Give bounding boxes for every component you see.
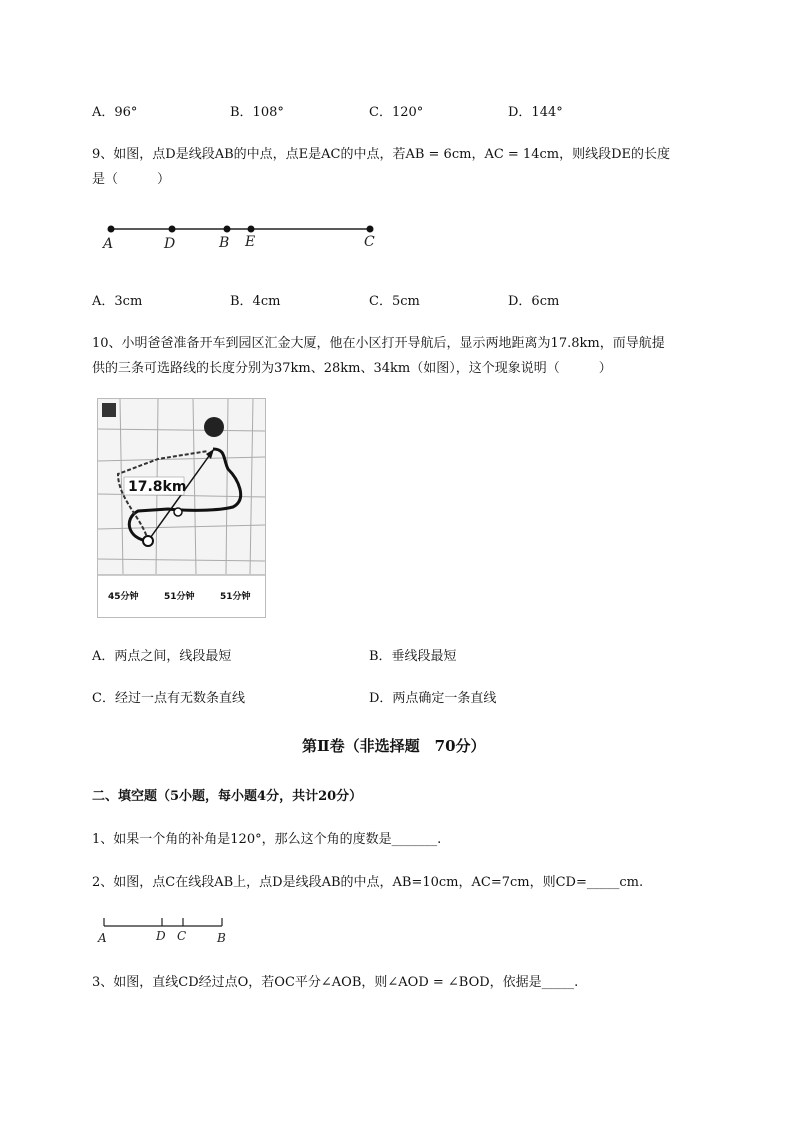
q8-option-d: D．144°: [508, 105, 563, 120]
q9-label-b: B: [219, 235, 230, 251]
fill2-label-a: A: [98, 931, 107, 945]
q10-option-b: B．垂线段最短: [369, 649, 457, 664]
q9-label-a: A: [103, 236, 114, 252]
q9-label-c: C: [364, 234, 375, 250]
q8-option-a: A．96°: [92, 105, 138, 120]
q10-option-d: D．两点确定一条直线: [369, 691, 497, 706]
fill2-label-d: D: [156, 929, 166, 943]
q9-stem-line1: 9、如图，点D是线段AB的中点，点E是AC的中点，若AB = 6cm，AC = 14cm，则线段DE的长度: [92, 147, 670, 162]
fill-question-2: 2、如图，点C在线段AB上，点D是线段AB的中点，AB=10cm，AC=7cm，则CD=_____cm.: [92, 875, 644, 890]
section-fill-in-header: 二、填空题（5小题，每小题4分，共计20分）: [92, 789, 363, 804]
q10-option-c: C．经过一点有无数条直线: [92, 691, 245, 706]
q9-label-e: E: [245, 234, 256, 250]
q9-option-c: C．5cm: [369, 294, 420, 309]
route-time-3: 51分钟: [220, 592, 251, 602]
q9-option-a: A．3cm: [92, 294, 143, 309]
q9-option-b: B．4cm: [230, 294, 281, 309]
route-time-2: 51分钟: [164, 592, 195, 602]
fill2-label-c: C: [177, 929, 187, 943]
q10-stem-line1: 10、小明爸爸准备开车到园区汇金大厦，他在小区打开导航后，显示两地距离为17.8km，而导航提: [92, 336, 665, 351]
q10-stem-line2: 供的三条可选路线的长度分别为37km、28km、34km（如图），这个现象说明（ ）: [92, 361, 612, 376]
q9-label-d: D: [164, 236, 176, 252]
map-distance-label: 17.8km: [128, 479, 187, 495]
fill-question-3: 3、如图，直线CD经过点O，若OC平分∠AOB，则∠AOD = ∠BOD，依据是_____.: [92, 975, 579, 990]
fill2-label-b: B: [217, 931, 226, 945]
q9-option-d: D．6cm: [508, 294, 560, 309]
q10-option-a: A．两点之间，线段最短: [92, 649, 232, 664]
fill-question-1: 1、如果一个角的补角是120°，那么这个角的度数是_______.: [92, 832, 442, 847]
q8-option-b: B．108°: [230, 105, 284, 120]
q8-option-c: C．120°: [369, 105, 424, 120]
route-time-1: 45分钟: [108, 592, 139, 602]
q9-stem-line2: 是（ ）: [92, 172, 171, 187]
part2-title: 第Ⅱ卷（非选择题 70分）: [302, 737, 486, 755]
